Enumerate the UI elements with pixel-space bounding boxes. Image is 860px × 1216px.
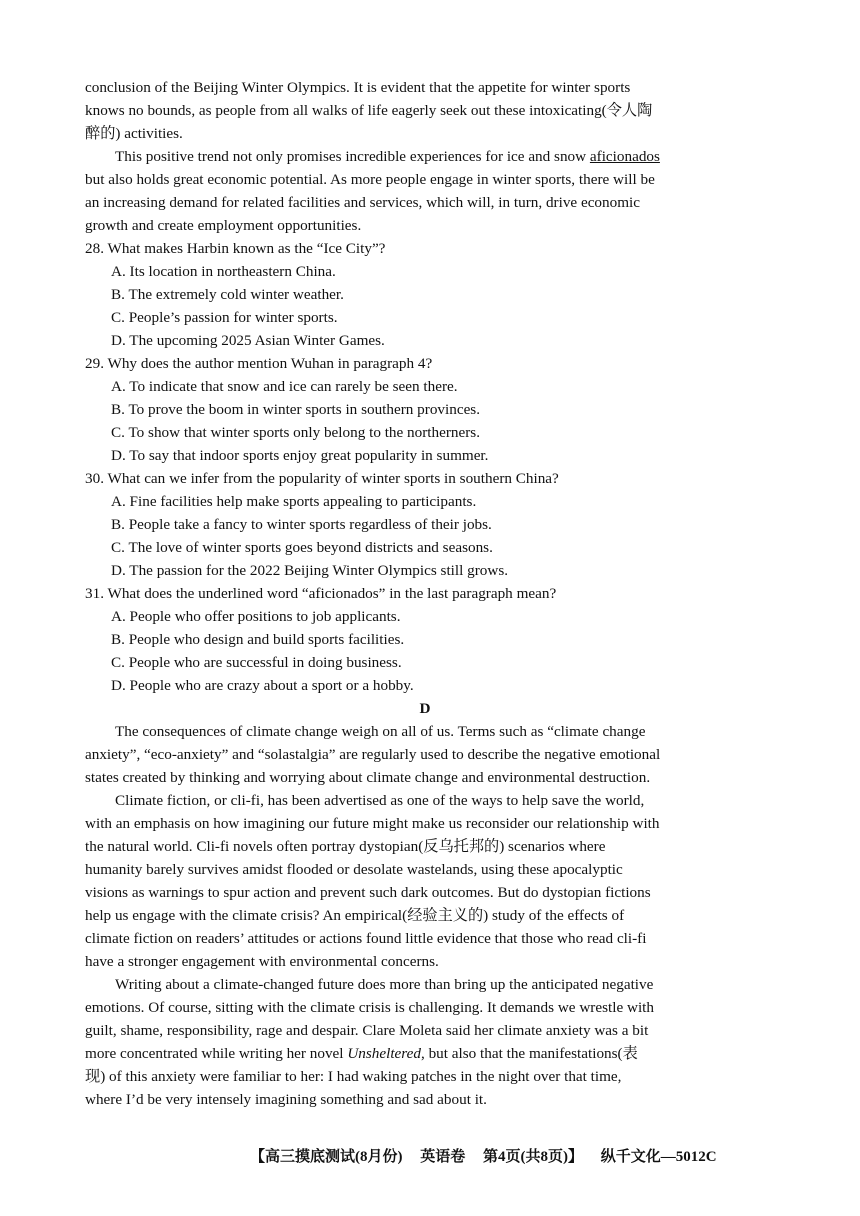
- novel-title: Unsheltered: [347, 1045, 421, 1062]
- option: A. People who offer positions to job applicants.: [111, 608, 401, 625]
- option: D. The upcoming 2025 Asian Winter Games.: [111, 332, 385, 349]
- passage-d: [85, 720, 765, 1111]
- text-line: [85, 1042, 765, 1065]
- text-span: more concentrated while writing her novel: [85, 1045, 348, 1062]
- option: A. To indicate that snow and ice can rarely be seen there.: [111, 378, 458, 395]
- question-stem: 31. What does the underlined word “aficionados” in the last paragraph mean?: [85, 585, 557, 602]
- option: B. To prove the boom in winter sports in southern provinces.: [111, 401, 481, 418]
- text-line: 醉的) activities.: [85, 125, 183, 142]
- option: C. To show that winter sports only belong to the northerners.: [111, 424, 481, 441]
- exam-page: [85, 76, 765, 1111]
- option: B. The extremely cold winter weather.: [111, 286, 344, 303]
- question-31: [85, 582, 765, 697]
- text-line: Climate fiction, or cli-fi, has been advertised as one of the ways to help save the world,: [115, 792, 645, 809]
- text-line: states created by thinking and worrying about climate change and environmental destruction.: [85, 769, 651, 786]
- text-line: climate fiction on readers’ attitudes or actions found little evidence that those who read cli-fi: [85, 930, 647, 947]
- text-line: The consequences of climate change weigh on all of us. Terms such as “climate change: [115, 723, 646, 740]
- question-29: [85, 352, 765, 467]
- question-stem: 28. What makes Harbin known as the “Ice City”?: [85, 240, 386, 257]
- text-line: [85, 145, 765, 168]
- page-footer: [250, 1145, 731, 1166]
- text-line: growth and create employment opportunities.: [85, 217, 362, 234]
- questions: [85, 237, 765, 697]
- text-span: , but also that the manifestations(表: [420, 1045, 638, 1062]
- footer-page: 第4页(共8页)】: [483, 1149, 584, 1165]
- text-span: This positive trend not only promises incredible experiences for ice and snow: [115, 148, 590, 165]
- text-line: help us engage with the climate crisis? An empirical(经验主义的) study of the effects of: [85, 907, 625, 924]
- text-line: where I’d be very intensely imagining something and sad about it.: [85, 1091, 487, 1108]
- option: C. People’s passion for winter sports.: [111, 309, 338, 326]
- text-line: knows no bounds, as people from all walks of life eagerly seek out these intoxicating(令人陶: [85, 102, 653, 119]
- option: D. People who are crazy about a sport or a hobby.: [111, 677, 414, 694]
- option: D. The passion for the 2022 Beijing Winter Olympics still grows.: [111, 562, 509, 579]
- question-stem: 29. Why does the author mention Wuhan in paragraph 4?: [85, 355, 433, 372]
- question-stem: 30. What can we infer from the popularity of winter sports in southern China?: [85, 470, 559, 487]
- underlined-word: aficionados: [589, 148, 660, 165]
- text-line: but also holds great economic potential. As more people engage in winter sports, there will be: [85, 171, 655, 188]
- text-line: humanity barely survives amidst flooded or desolate wastelands, using these apocalyptic: [85, 861, 623, 878]
- option: A. Fine facilities help make sports appealing to participants.: [111, 493, 477, 510]
- text-line: anxiety”, “eco-anxiety” and “solastalgia” are regularly used to describe the negative emotional: [85, 746, 661, 763]
- text-line: guilt, shame, responsibility, rage and despair. Clare Moleta said her climate anxiety was a bit: [85, 1022, 649, 1039]
- text-line: Writing about a climate-changed future does more than bring up the anticipated negative: [115, 976, 654, 993]
- section-heading: D: [419, 700, 431, 717]
- option: B. People who design and build sports facilities.: [111, 631, 405, 648]
- text-line: emotions. Of course, sitting with the climate crisis is challenging. It demands we wrestle with: [85, 999, 654, 1016]
- option: C. People who are successful in doing business.: [111, 654, 402, 671]
- passage-c-tail: [85, 76, 765, 237]
- footer-subject: 英语卷: [420, 1149, 466, 1165]
- option: C. The love of winter sports goes beyond districts and seasons.: [111, 539, 493, 556]
- option: A. Its location in northeastern China.: [111, 263, 336, 280]
- text-line: with an emphasis on how imagining our future might make us reconsider our relationship with: [85, 815, 660, 832]
- option: B. People take a fancy to winter sports regardless of their jobs.: [111, 516, 492, 533]
- footer-exam: 【高三摸底测试(8月份): [250, 1149, 403, 1165]
- text-line: conclusion of the Beijing Winter Olympics. It is evident that the appetite for winter sports: [85, 79, 631, 96]
- text-line: an increasing demand for related facilities and services, which will, in turn, drive economic: [85, 194, 640, 211]
- text-line: 现) of this anxiety were familiar to her: I had waking patches in the night over that time,: [85, 1068, 622, 1085]
- text-line: visions as warnings to spur action and prevent such dark outcomes. But do dystopian fictions: [85, 884, 651, 901]
- question-28: [85, 237, 765, 352]
- question-30: [85, 467, 765, 582]
- option: D. To say that indoor sports enjoy great popularity in summer.: [111, 447, 489, 464]
- text-line: the natural world. Cli-fi novels often portray dystopian(反乌托邦的) scenarios where: [85, 838, 606, 855]
- footer-publisher: 纵千文化—5012C: [600, 1149, 717, 1165]
- text-line: have a stronger engagement with environmental concerns.: [85, 953, 439, 970]
